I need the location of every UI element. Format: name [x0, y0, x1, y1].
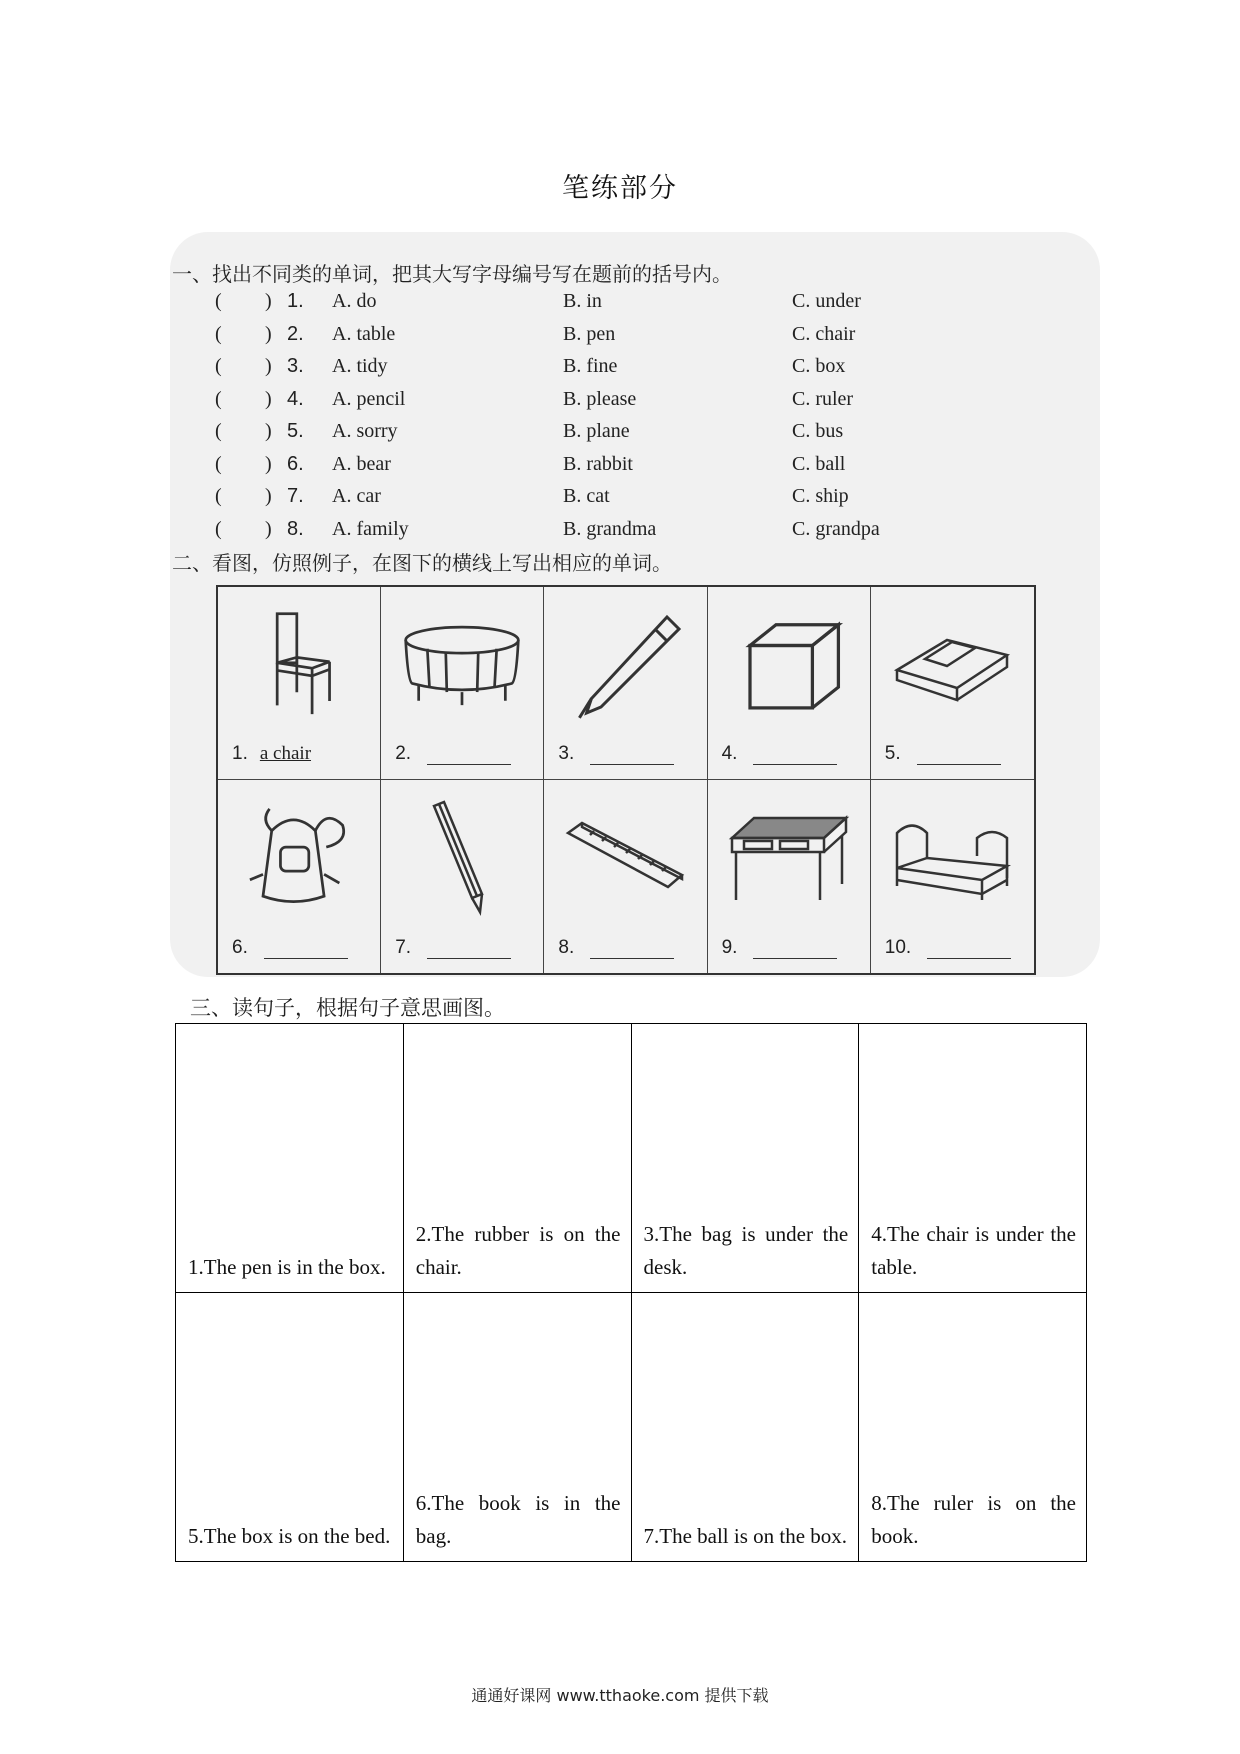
option-c: C. grandpa	[792, 517, 880, 540]
picture-grid	[216, 585, 1036, 975]
question-number: 8.	[287, 517, 304, 540]
chair-icon	[234, 605, 364, 725]
option-c: C. ruler	[792, 387, 854, 410]
picture-caption	[558, 937, 674, 959]
option-b: B. pen	[563, 322, 616, 345]
option-c: C. box	[792, 355, 846, 377]
answer-bracket-close[interactable]: )	[265, 452, 272, 475]
answer-bracket-close[interactable]: )	[265, 355, 272, 377]
option-a: A. do	[332, 290, 377, 312]
picture-number: 3.	[558, 743, 575, 764]
drawing-cell[interactable]: 5.The box is on the bed.	[176, 1293, 404, 1562]
drawing-cell[interactable]: 2.The rubber is on the chair.	[403, 1024, 631, 1293]
option-b: B. in	[563, 290, 602, 312]
option-a: A. tidy	[332, 355, 388, 377]
option-b: B. cat	[563, 485, 610, 507]
picture-caption	[885, 743, 1001, 765]
picture-number: 1.	[232, 743, 248, 764]
answer-bracket-open[interactable]: (	[215, 420, 222, 442]
answer-bracket-close[interactable]: )	[265, 387, 272, 410]
drawing-cell[interactable]: 1.The pen is in the box.	[176, 1024, 404, 1293]
answer-bracket-open[interactable]: (	[215, 485, 222, 507]
drawing-cell[interactable]: 6.The book is in the bag.	[403, 1293, 631, 1562]
answer-blank[interactable]	[590, 940, 674, 959]
picture-number: 7.	[395, 937, 412, 958]
picture-cell	[218, 780, 381, 973]
answer-bracket-open[interactable]: (	[215, 452, 222, 475]
picture-cell	[381, 780, 544, 973]
answer-blank[interactable]	[917, 746, 1001, 765]
desk-icon	[724, 798, 854, 918]
drawing-cell[interactable]: 7.The ball is on the box.	[631, 1293, 859, 1562]
table-round-icon	[397, 605, 527, 725]
drawing-cell[interactable]: 8.The ruler is on the book.	[859, 1293, 1087, 1562]
picture-caption	[885, 937, 1011, 959]
answer-bracket-close[interactable]: )	[265, 485, 272, 507]
question-number: 7.	[287, 485, 304, 507]
picture-number: 6.	[232, 937, 248, 958]
answer-bracket-close[interactable]: )	[265, 290, 272, 312]
answer-bracket-open[interactable]: (	[215, 322, 222, 345]
option-a: A. table	[332, 322, 396, 345]
option-b: B. rabbit	[563, 452, 633, 475]
drawing-cell[interactable]: 4.The chair is under the table.	[859, 1024, 1087, 1293]
question-number: 4.	[287, 387, 304, 410]
picture-number: 8.	[558, 937, 575, 958]
picture-number: 2.	[395, 743, 412, 764]
answer-bracket-open[interactable]: (	[215, 517, 222, 540]
section1-heading: 一、找出不同类的单词，把其大写字母编号写在题前的括号内。	[172, 262, 732, 286]
answer-bracket-close[interactable]: )	[265, 517, 272, 540]
answer-blank[interactable]	[927, 940, 1011, 959]
question-number: 6.	[287, 452, 304, 475]
answer-blank[interactable]	[753, 940, 837, 959]
option-b: B. grandma	[563, 517, 657, 540]
option-b: B. plane	[563, 420, 630, 442]
picture-cell	[218, 587, 381, 780]
page-title: 笔练部分	[562, 173, 678, 204]
option-a: A. bear	[332, 452, 391, 475]
drawing-cell[interactable]: 3.The bag is under the desk.	[631, 1024, 859, 1293]
pencil-icon	[397, 798, 527, 918]
section2-heading: 二、看图，仿照例子，在图下的横线上写出相应的单词。	[172, 551, 672, 575]
picture-caption	[232, 937, 348, 959]
picture-number: 5.	[884, 743, 901, 764]
footer-credit: 通通好课网 www.tthaoke.com 提供下载	[471, 1686, 769, 1705]
picture-number: 9.	[721, 937, 738, 958]
option-a: A. family	[332, 517, 409, 540]
picture-caption	[722, 743, 838, 765]
option-c: C. bus	[792, 420, 844, 442]
picture-caption	[395, 937, 511, 959]
question-number: 5.	[287, 420, 304, 442]
answer-bracket-close[interactable]: )	[265, 420, 272, 442]
answer-blank[interactable]	[590, 746, 674, 765]
option-b: B. fine	[563, 355, 618, 377]
picture-cell	[708, 587, 871, 780]
picture-cell	[544, 587, 707, 780]
question-number: 1.	[287, 290, 304, 312]
option-c: C. under	[792, 290, 861, 312]
bag-icon	[234, 798, 364, 918]
question-number: 3.	[287, 355, 304, 377]
answer-bracket-close[interactable]: )	[265, 322, 272, 345]
section3-heading: 三、读句子，根据句子意思画图。	[190, 996, 505, 1020]
picture-caption	[722, 937, 838, 959]
picture-cell	[871, 780, 1034, 973]
rubber-icon	[887, 605, 1017, 725]
bed-icon	[887, 798, 1017, 918]
picture-cell	[544, 780, 707, 973]
option-a: A. car	[332, 485, 381, 507]
answer-blank[interactable]	[264, 940, 348, 959]
answer-blank[interactable]	[427, 746, 511, 765]
ruler-icon	[560, 798, 690, 918]
picture-caption	[395, 743, 511, 765]
pen-icon	[560, 605, 690, 725]
answer-bracket-open[interactable]: (	[215, 290, 222, 312]
answer-bracket-open[interactable]: (	[215, 387, 222, 410]
answer-blank[interactable]	[753, 746, 837, 765]
question-number: 2.	[287, 322, 304, 345]
box-icon	[724, 605, 854, 725]
answer-bracket-open[interactable]: (	[215, 355, 222, 377]
picture-number: 10.	[884, 937, 912, 958]
option-a: A. sorry	[332, 420, 398, 442]
picture-cell	[708, 780, 871, 973]
answer-blank[interactable]	[427, 940, 511, 959]
picture-cell	[381, 587, 544, 780]
option-b: B. please	[563, 387, 637, 410]
option-c: C. ship	[792, 485, 849, 507]
option-c: C. chair	[792, 322, 856, 345]
picture-caption	[558, 743, 674, 765]
drawing-table	[175, 1023, 1087, 1562]
option-a: A. pencil	[332, 387, 406, 410]
picture-cell	[871, 587, 1034, 780]
example-answer: a chair	[259, 743, 312, 764]
picture-caption	[232, 743, 311, 765]
option-c: C. ball	[792, 452, 846, 475]
picture-number: 4.	[721, 743, 738, 764]
